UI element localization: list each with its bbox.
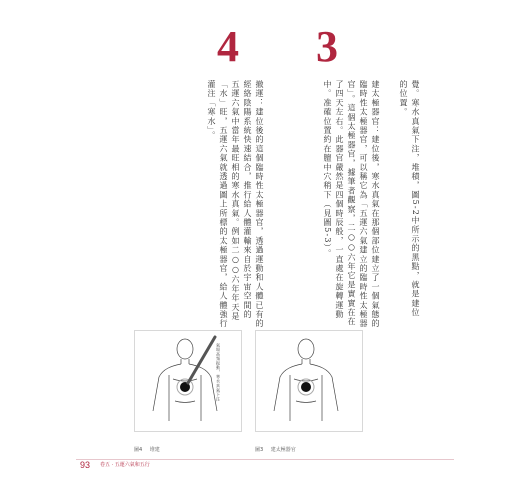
- running-title: 卷五 · 五運六氣和五行: [100, 462, 150, 468]
- section-number-4: 4: [217, 22, 239, 71]
- figure-right-caption: [255, 446, 296, 453]
- figure-left-caption-number: 圖4: [134, 447, 143, 453]
- text-column-10: 五運六氣中當年最旺相的寒水真氣。例如二○○六年年天是: [231, 80, 240, 322]
- human-figure-illustration-right: [256, 331, 362, 431]
- text-column-2: 的位置。: [399, 80, 408, 117]
- text-column-3: 建太極器官：建位後，寒水真氣在那個部位建立了一個氣態的: [371, 80, 380, 329]
- page-number: 93: [80, 460, 91, 470]
- text-column-1: 覺。寒水真氣下注，堆積，圖5-2中所示的黑點，就是建位: [411, 80, 420, 318]
- text-column-5: 官」。這個太極器官，據筆者觀察，二○○六年它是實實在在: [347, 80, 356, 327]
- footer-divider: [76, 459, 454, 460]
- text-column-12: 灌注「寒水」。: [207, 80, 216, 141]
- figure-left-annotation: 氣場高頻振動，寒水真氣下注: [216, 343, 221, 402]
- figure-right-caption-number: 圖3: [255, 447, 264, 453]
- figure-left-caption: [134, 446, 160, 453]
- text-column-7: 中。准確位置約在膻中穴稍下（見圖5-3）。: [323, 80, 332, 259]
- text-column-9: 經絡陰陽系統快速結合，推行給人體灌輸來自於宇宙空間的: [243, 80, 252, 320]
- text-column-8: 撤運：建位後的這個臨時性太極器官，透過運動和人體已有的: [255, 80, 264, 329]
- figure-right: [255, 330, 363, 432]
- figure-left: [134, 330, 242, 432]
- text-column-6: 了四天左右。此器官嚴然是四個時辰般，一直處在旋轉運動: [335, 80, 344, 320]
- figure-left-caption-text: 堆建: [149, 447, 160, 453]
- text-column-4: 臨時性太極器官，可以稱它為「五運六氣建立的臨時性太極器: [359, 80, 368, 329]
- figure-right-caption-text: 建太極器官: [270, 447, 296, 453]
- human-figure-illustration-left: [135, 331, 241, 431]
- text-column-11: 「水」旺，五運六氣就透過圖上所標的太極器官，給人體強行: [219, 80, 228, 329]
- section-number-3: 3: [316, 22, 338, 71]
